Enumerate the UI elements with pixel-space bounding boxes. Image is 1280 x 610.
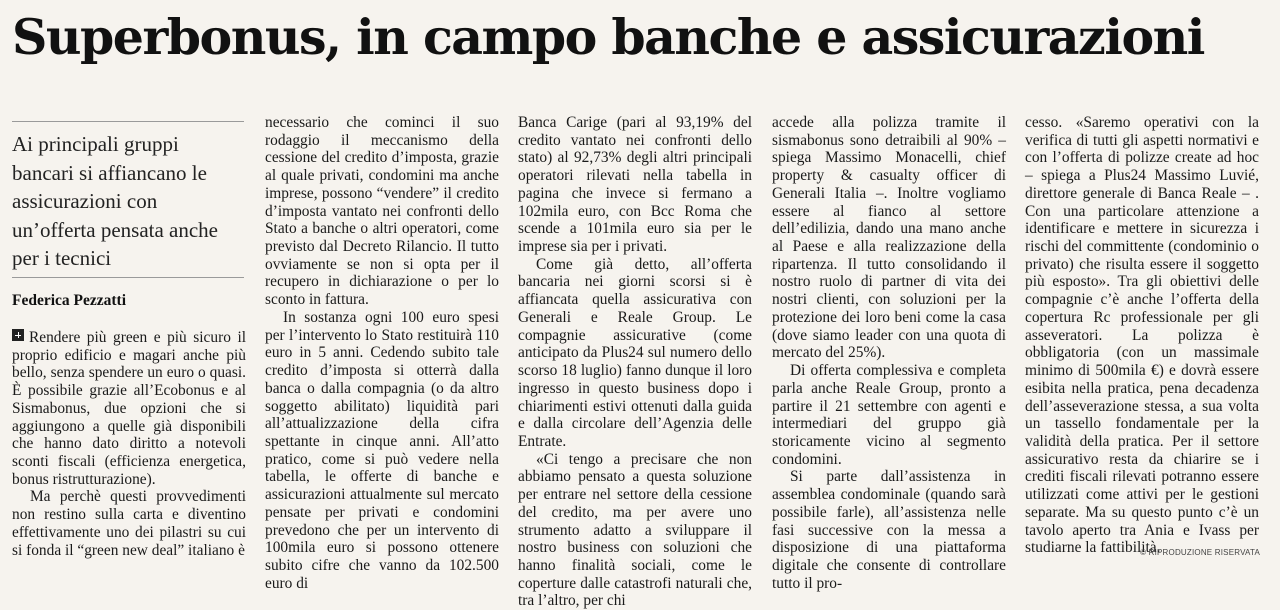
article-column-2 (265, 114, 499, 592)
byline: Federica Pezzatti (12, 292, 127, 309)
paragraph-text: Rendere più green e più sicuro il proprio edificio e magari anche più bello, senza spendere un euro o quasi. È possibile grazie all’Ecobonus e al Sismabonus, due opzioni che si aggiungono a quelle già disponibili che hanno dato diritto a notevoli sconti fiscali (efficienza energetica, bonus ristrutturazione). (12, 329, 246, 488)
headline: Superbonus, in campo banche e assicurazioni (12, 8, 1204, 66)
paragraph: Si parte dall’assistenza in assemblea condominale (quando sarà possibile farle), all’assistenza nelle fasi successive con la messa a disposizione di una piattaforma digitale che consente di controllare tutto il pro- (772, 468, 1006, 592)
summary-top-rule (12, 121, 244, 122)
paragraph: accede alla polizza tramite il sismabonus sono detraibili al 90% – spiega Massimo Monacelli, chief property & casualty officer di Generali Italia –. Inoltre vogliamo essere al fianco al settore dell’edilizia, dando una mano anche al Paese e alla realizzazione della ripartenza. Il tutto consolidando il nostro ruolo di partner di vita dei nostri clienti, con soluzioni per la protezione dei loro beni come la casa (dove siamo leader con una quota di mercato del 25%). (772, 114, 1006, 362)
paragraph (12, 329, 246, 488)
byline-rule (12, 277, 244, 278)
article-column-1 (12, 329, 246, 559)
paragraph: cesso. «Saremo operativi con la verifica di tutti gli aspetti normativi e con l’offerta di polizze create ad hoc – spiega a Plus24 Massimo Luvié, direttore generale di Banca Reale – . Con una particolare attenzione a identificare e mettere in sicurezza i rischi del committente (condominio o privato) che risulta essere il soggetto più esposto». Tra gli obiettivi delle compagnie c’è anche l’offerta della copertura Rc professionale per gli asseveratori. La polizza è obbligatoria (con un massimale minimo di 500mila €) e dovrà essere esibita nella pratica, pena decadenza dell’asseverazione stessa, a sua volta un tassello fondamentale per la validità della pratica. Per il settore assicurativo resta da chiarire se i crediti fiscali rilevati potranno essere utilizzati come attivi per le gestioni separate. Ma su questo punto c’è un tavolo aperto tra Ania e Ivass per studiarne la fattibilità. (1025, 114, 1259, 557)
paragraph: Di offerta complessiva e completa parla anche Reale Group, pronto a partire il 21 settembre con agenti e intermediari del gruppo già storicamente vicino al segmento condomini. (772, 362, 1006, 468)
paragraph: Come già detto, all’offerta bancaria nei giorni scorsi si è affiancata quella assicurativa con Generali e Reale Group. Le compagnie assicurative (come anticipato da Plus24 sul numero dello scorso 18 luglio) fanno dunque il loro ingresso in questo business dopo i chiarimenti estivi ottenuti dalla guida e dalla circolare dell’Agenzia delle Entrate. (518, 255, 752, 450)
paragraph: necessario che cominci il suo rodaggio il meccanismo della cessione del credito d’imposta, grazie al quale privati, condomini ma anche imprese, possono “vendere” il credito d’imposta vantato nei confronti dello Stato a banche o altri operatori, come previsto dal Decreto Rilancio. Il tutto ovviamente se non si opta per il recupero in dichiarazione o per lo sconto in fattura. (265, 114, 499, 309)
paragraph: Banca Carige (pari al 93,19% del credito vantato nei confronti dello stato) al 92,73% degli altri principali operatori rilevati nella tabella in pagina che invece si fermano a 102mila euro, con Bcc Roma che scende a 101mila euro sia per le imprese sia per i privati. (518, 114, 752, 256)
article-column-3 (518, 114, 752, 610)
copyright-notice: © RIPRODUZIONE RISERVATA (1140, 548, 1260, 557)
paragraph: Ma perchè questi provvedimenti non restino sulla carta e diventino effettivamente uno dei pilastri su cui si fonda il “green new deal” italiano è (12, 488, 246, 559)
plus-icon (12, 329, 24, 341)
article-column-5 (1025, 114, 1259, 557)
summary: Ai principali gruppi bancari si affiancano le assicurazioni con un’offerta pensata anche per i tecnici (12, 132, 219, 270)
paragraph: In sostanza ogni 100 euro spesi per l’intervento lo Stato restituirà 110 euro in 5 anni. Cedendo subito tale credito d’imposta si otterrà dalla banca o dalla compagnia (o da altro soggetto abilitato) liquidità pari all’attualizzazione della cifra spettante in cinque anni. All’atto pratico, come si può vedere nella tabella, le offerte di banche e assicurazioni attualmente sul mercato pensate per privati e condomini prevedono che per un intervento di 100mila euro si possono ottenere subito cifre che vanno da 102.500 euro di (265, 308, 499, 592)
paragraph: «Ci tengo a precisare che non abbiamo pensato a questa soluzione per entrare nel settore della cessione del credito, ma per avere uno strumento adatto a sviluppare il nostro business con soluzioni che hanno finalità sociali, come le coperture dalle catastrofi naturali che, tra l’altro, per chi (518, 450, 752, 610)
article-column-4 (772, 114, 1006, 592)
